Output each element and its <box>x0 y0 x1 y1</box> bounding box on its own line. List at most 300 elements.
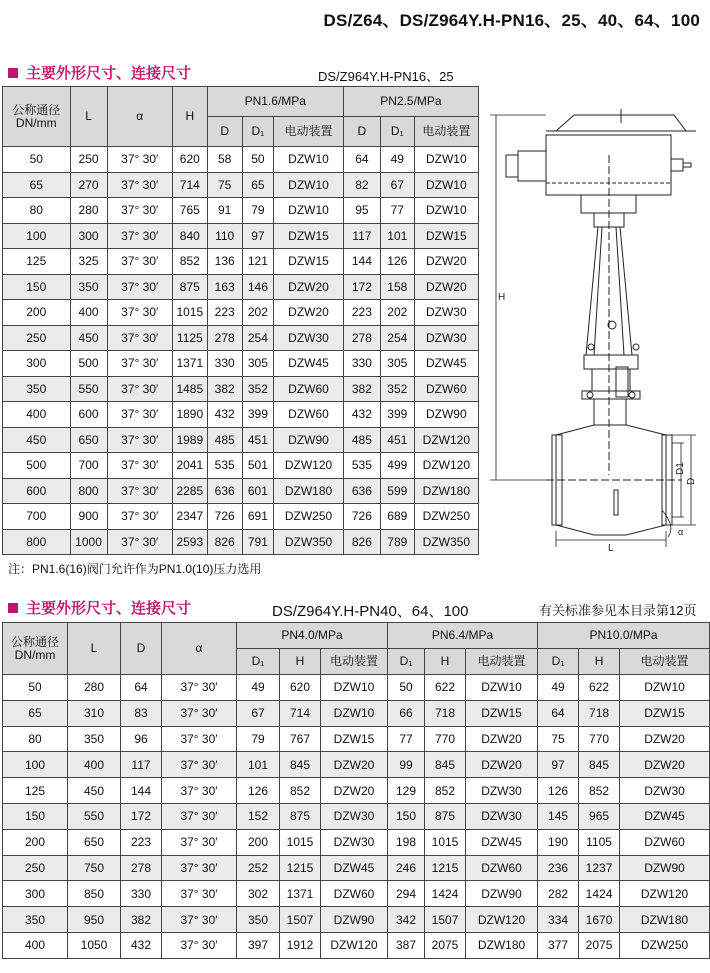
table-cell: 382 <box>121 907 162 933</box>
table-cell: 37° 30′ <box>107 504 172 530</box>
table-row <box>3 675 710 701</box>
table-cell: DZW120 <box>274 453 344 479</box>
table-cell: 99 <box>388 752 425 778</box>
table-cell: 2347 <box>172 504 207 530</box>
table-cell: DZW10 <box>274 172 344 198</box>
table-cell: 767 <box>280 726 321 752</box>
table-cell: DZW30 <box>321 829 388 855</box>
table-cell: 126 <box>538 778 579 804</box>
table-cell: 397 <box>237 932 280 958</box>
table-cell: 305 <box>242 351 274 377</box>
section-marker <box>8 603 18 613</box>
table-cell: 82 <box>343 172 380 198</box>
table-cell: 83 <box>121 700 162 726</box>
table-cell: 97 <box>538 752 579 778</box>
col-alpha: α <box>162 623 237 675</box>
table-cell: 791 <box>242 529 274 555</box>
section2-heading <box>8 597 191 618</box>
table-cell: DZW20 <box>274 300 344 326</box>
table-cell: DZW90 <box>321 907 388 933</box>
col-d1: D₁ <box>538 649 579 675</box>
col-l: L <box>68 623 121 675</box>
table-cell: 37° 30′ <box>107 198 172 224</box>
table-cell: 37° 30′ <box>107 402 172 428</box>
table-cell: 250 <box>70 147 107 173</box>
table-cell: 305 <box>380 351 414 377</box>
table-cell: 37° 30′ <box>107 427 172 453</box>
table-row <box>3 829 710 855</box>
table-cell: DZW30 <box>466 803 538 829</box>
col-group-pn16: PN1.6/MPa <box>207 87 343 117</box>
table-cell: 726 <box>343 504 380 530</box>
table-cell: 1215 <box>425 855 466 881</box>
table-cell: DZW250 <box>414 504 478 530</box>
dimension-lines <box>490 115 696 547</box>
table-cell: 50 <box>242 147 274 173</box>
table-cell: DZW20 <box>274 274 344 300</box>
table-cell: 636 <box>343 478 380 504</box>
table-cell: 1050 <box>68 932 121 958</box>
table-cell: DZW10 <box>321 700 388 726</box>
table-cell: 620 <box>172 147 207 173</box>
table-row <box>3 351 479 377</box>
table-cell: 726 <box>207 504 242 530</box>
table-cell: DZW10 <box>466 675 538 701</box>
table-cell: DZW20 <box>466 726 538 752</box>
table-cell: 845 <box>280 752 321 778</box>
table-cell: 117 <box>343 223 380 249</box>
table-cell: 37° 30′ <box>107 300 172 326</box>
table-cell: 826 <box>343 529 380 555</box>
table-cell: DZW45 <box>321 855 388 881</box>
table-cell: 278 <box>207 325 242 351</box>
table-cell: 254 <box>380 325 414 351</box>
table-cell: DZW20 <box>414 249 478 275</box>
table-cell: DZW60 <box>620 829 710 855</box>
table-row <box>3 223 479 249</box>
page-title: DS/Z64、DS/Z964Y.H-PN16、25、40、64、100 <box>323 11 700 30</box>
col-d1: D₁ <box>388 649 425 675</box>
table-cell: 1371 <box>172 351 207 377</box>
table-cell: DZW250 <box>274 504 344 530</box>
table-cell: DZW15 <box>321 726 388 752</box>
table-cell: DZW250 <box>620 932 710 958</box>
table-cell: 718 <box>425 700 466 726</box>
table-cell: 2041 <box>172 453 207 479</box>
table-cell: 50 <box>3 675 68 701</box>
table-cell: 250 <box>3 855 68 881</box>
table-cell: 718 <box>579 700 620 726</box>
dim-label-h: H <box>498 292 506 303</box>
table-row <box>3 700 710 726</box>
table-cell: DZW90 <box>466 881 538 907</box>
table-cell: 80 <box>3 198 71 224</box>
table-cell: DZW120 <box>414 453 478 479</box>
table-cell: 77 <box>380 198 414 224</box>
table-cell: DZW15 <box>274 249 344 275</box>
table-row <box>3 855 710 881</box>
handwheel <box>546 109 696 131</box>
table-cell: 37° 30′ <box>107 478 172 504</box>
table-cell: 800 <box>3 529 71 555</box>
valve-body <box>546 399 682 535</box>
table-cell: DZW20 <box>620 752 710 778</box>
table-cell: 49 <box>237 675 280 701</box>
table-cell: 1507 <box>280 907 321 933</box>
col-group-pn100: PN10.0/MPa <box>538 623 710 649</box>
table-row <box>3 778 710 804</box>
table-cell: 387 <box>388 932 425 958</box>
table-cell: 310 <box>68 700 121 726</box>
table-cell: 852 <box>425 778 466 804</box>
col-d: D <box>207 117 242 147</box>
table-cell: 450 <box>68 778 121 804</box>
table-cell: 246 <box>388 855 425 881</box>
table-cell: 37° 30′ <box>162 932 237 958</box>
table-cell: 37° 30′ <box>162 855 237 881</box>
table-cell: 377 <box>538 932 579 958</box>
table-cell: 146 <box>242 274 274 300</box>
table-cell: 432 <box>207 402 242 428</box>
table-cell: DZW20 <box>414 274 478 300</box>
table-cell: 789 <box>380 529 414 555</box>
col-h: H <box>579 649 620 675</box>
col-h: H <box>172 87 207 147</box>
catalog-reference: 有关标准参见本目录第12页 <box>539 603 697 618</box>
col-h: H <box>425 649 466 675</box>
table-cell: 875 <box>280 803 321 829</box>
table-cell: DZW30 <box>466 778 538 804</box>
table-pn40-64-100 <box>2 622 710 959</box>
table-cell: 1670 <box>579 907 620 933</box>
table-cell: 254 <box>242 325 274 351</box>
table-cell: 144 <box>121 778 162 804</box>
table-cell: 67 <box>237 700 280 726</box>
table-cell: DZW15 <box>466 700 538 726</box>
table-cell: 400 <box>70 300 107 326</box>
table-cell: 650 <box>68 829 121 855</box>
table-cell: DZW45 <box>620 803 710 829</box>
table-cell: 80 <box>3 726 68 752</box>
table-cell: 550 <box>68 803 121 829</box>
section2-title: 主要外形尺寸、连接尺寸 <box>26 600 192 617</box>
table-cell: 280 <box>70 198 107 224</box>
table-row <box>3 427 479 453</box>
table-cell: 125 <box>3 249 71 275</box>
table-cell: 714 <box>280 700 321 726</box>
table-cell: 620 <box>280 675 321 701</box>
col-group-pn40: PN4.0/MPa <box>237 623 388 649</box>
table-cell: 352 <box>380 376 414 402</box>
table-cell: 77 <box>388 726 425 752</box>
table-row <box>3 932 710 958</box>
table-cell: 770 <box>579 726 620 752</box>
table-cell: DZW60 <box>414 376 478 402</box>
table-cell: 150 <box>388 803 425 829</box>
table-cell: 126 <box>380 249 414 275</box>
table-cell: 1125 <box>172 325 207 351</box>
table-cell: 75 <box>207 172 242 198</box>
table-row <box>3 402 479 428</box>
table-cell: 270 <box>70 172 107 198</box>
table-cell: 342 <box>388 907 425 933</box>
table-cell: 350 <box>68 726 121 752</box>
section2-subtitle: DS/Z964Y.H-PN40、64、100 <box>272 603 469 620</box>
table-cell: 37° 30′ <box>107 351 172 377</box>
table-cell: DZW15 <box>414 223 478 249</box>
col-d1: D₁ <box>242 117 274 147</box>
table-cell: 840 <box>172 223 207 249</box>
col-d: D <box>343 117 380 147</box>
table-cell: 1485 <box>172 376 207 402</box>
table-cell: 144 <box>343 249 380 275</box>
table-cell: 622 <box>579 675 620 701</box>
table-cell: 236 <box>538 855 579 881</box>
table-row <box>3 881 710 907</box>
table-cell: 110 <box>207 223 242 249</box>
table-cell: DZW20 <box>321 778 388 804</box>
table-cell: DZW60 <box>274 376 344 402</box>
table-cell: DZW10 <box>414 198 478 224</box>
table-cell: 37° 30′ <box>162 700 237 726</box>
col-dn: 公称通径 DN/mm <box>3 623 68 675</box>
table-cell: 37° 30′ <box>107 453 172 479</box>
table-cell: 278 <box>121 855 162 881</box>
table-row <box>3 803 710 829</box>
table-cell: 129 <box>388 778 425 804</box>
table-cell: 75 <box>538 726 579 752</box>
table-row <box>3 726 710 752</box>
table-cell: 58 <box>207 147 242 173</box>
table-cell: DZW10 <box>414 172 478 198</box>
table-cell: 1424 <box>579 881 620 907</box>
table-cell: DZW30 <box>414 325 478 351</box>
table-cell: DZW90 <box>620 855 710 881</box>
table-row <box>3 478 479 504</box>
table-cell: DZW45 <box>466 829 538 855</box>
table-cell: 1105 <box>579 829 620 855</box>
table-cell: 1371 <box>280 881 321 907</box>
table-row <box>3 274 479 300</box>
col-d: D <box>121 623 162 675</box>
table-cell: DZW180 <box>466 932 538 958</box>
table-row <box>3 529 479 555</box>
table-cell: 550 <box>70 376 107 402</box>
yoke <box>586 213 639 355</box>
table-cell: 125 <box>3 778 68 804</box>
section1-title: 主要外形尺寸、连接尺寸 <box>26 65 192 82</box>
table-cell: 202 <box>380 300 414 326</box>
table-cell: 485 <box>343 427 380 453</box>
table-cell: 65 <box>242 172 274 198</box>
table-row <box>3 907 710 933</box>
table-cell: 700 <box>70 453 107 479</box>
table-cell: 79 <box>237 726 280 752</box>
table-cell: 97 <box>242 223 274 249</box>
table-cell: DZW15 <box>620 700 710 726</box>
table-cell: 50 <box>388 675 425 701</box>
table-cell: 117 <box>121 752 162 778</box>
table-cell: 650 <box>70 427 107 453</box>
table-cell: 37° 30′ <box>162 675 237 701</box>
table-cell: 1015 <box>280 829 321 855</box>
table-cell: 400 <box>68 752 121 778</box>
table-cell: 37° 30′ <box>107 325 172 351</box>
table-cell: 223 <box>207 300 242 326</box>
table-row <box>3 453 479 479</box>
table-cell: 65 <box>3 700 68 726</box>
table-cell: 37° 30′ <box>162 907 237 933</box>
table-cell: 100 <box>3 752 68 778</box>
table-cell: DZW45 <box>414 351 478 377</box>
table-cell: DZW90 <box>414 402 478 428</box>
table-cell: 150 <box>3 803 68 829</box>
table-cell: 282 <box>538 881 579 907</box>
table-cell: 223 <box>343 300 380 326</box>
table-cell: DZW10 <box>414 147 478 173</box>
table-cell: 350 <box>237 907 280 933</box>
table-cell: 37° 30′ <box>107 172 172 198</box>
table-cell: 501 <box>242 453 274 479</box>
table-cell: 37° 30′ <box>162 726 237 752</box>
table-cell: 845 <box>425 752 466 778</box>
table-cell: 2075 <box>579 932 620 958</box>
table-cell: 1989 <box>172 427 207 453</box>
table-cell: 765 <box>172 198 207 224</box>
table-cell: DZW180 <box>620 907 710 933</box>
table-cell: 190 <box>538 829 579 855</box>
valve-diagram <box>486 95 708 555</box>
table-cell: 91 <box>207 198 242 224</box>
table-cell: 800 <box>70 478 107 504</box>
table-cell: DZW10 <box>274 198 344 224</box>
table-cell: 136 <box>207 249 242 275</box>
table-cell: 202 <box>242 300 274 326</box>
table-cell: DZW350 <box>414 529 478 555</box>
table-cell: 900 <box>70 504 107 530</box>
table-row <box>3 504 479 530</box>
table-cell: 622 <box>425 675 466 701</box>
table-cell: DZW30 <box>274 325 344 351</box>
table-cell: 450 <box>3 427 71 453</box>
table-cell: 330 <box>121 881 162 907</box>
col-d1: D₁ <box>237 649 280 675</box>
table-cell: 278 <box>343 325 380 351</box>
table-cell: 325 <box>70 249 107 275</box>
table-cell: 64 <box>121 675 162 701</box>
dim-label-alpha: α <box>678 527 684 537</box>
table-cell: 163 <box>207 274 242 300</box>
table-cell: 636 <box>207 478 242 504</box>
table-cell: DZW120 <box>620 881 710 907</box>
table-cell: 37° 30′ <box>162 829 237 855</box>
table-row <box>3 752 710 778</box>
table-cell: 535 <box>343 453 380 479</box>
table-cell: 352 <box>242 376 274 402</box>
table-cell: DZW60 <box>321 881 388 907</box>
table-cell: 601 <box>242 478 274 504</box>
table-cell: 334 <box>538 907 579 933</box>
col-d1: D₁ <box>380 117 414 147</box>
table-cell: DZW120 <box>321 932 388 958</box>
section1-heading <box>8 62 191 83</box>
table-cell: 37° 30′ <box>107 274 172 300</box>
table-cell: 700 <box>3 504 71 530</box>
table-cell: 200 <box>237 829 280 855</box>
table-cell: 382 <box>343 376 380 402</box>
table-cell: 600 <box>70 402 107 428</box>
table-cell: 950 <box>68 907 121 933</box>
table-row <box>3 300 479 326</box>
table-cell: 1000 <box>70 529 107 555</box>
table-cell: 67 <box>380 172 414 198</box>
table-cell: 691 <box>242 504 274 530</box>
table-cell: DZW10 <box>321 675 388 701</box>
table-cell: 689 <box>380 504 414 530</box>
table-cell: 37° 30′ <box>107 529 172 555</box>
table-cell: 200 <box>3 300 71 326</box>
table-cell: 850 <box>68 881 121 907</box>
table-cell: DZW20 <box>321 752 388 778</box>
table-cell: 150 <box>3 274 71 300</box>
table-cell: 64 <box>538 700 579 726</box>
dim-label-d1: D1 <box>675 462 686 475</box>
table-cell: 1890 <box>172 402 207 428</box>
table-cell: 1015 <box>425 829 466 855</box>
table-cell: 875 <box>425 803 466 829</box>
table-cell: 145 <box>538 803 579 829</box>
table-cell: 200 <box>3 829 68 855</box>
table-cell: 432 <box>343 402 380 428</box>
table-cell: 1424 <box>425 881 466 907</box>
table-row <box>3 172 479 198</box>
table-cell: 826 <box>207 529 242 555</box>
table-note: 注：PN1.6(16)阀门允许作为PN1.0(10)压力选用 <box>8 562 262 576</box>
table-cell: 65 <box>3 172 71 198</box>
table-cell: 64 <box>343 147 380 173</box>
table-cell: 350 <box>70 274 107 300</box>
table-cell: 875 <box>172 274 207 300</box>
col-group-pn64: PN6.4/MPa <box>388 623 538 649</box>
table-cell: 1912 <box>280 932 321 958</box>
table-cell: 172 <box>343 274 380 300</box>
table-cell: 37° 30′ <box>107 249 172 275</box>
table-cell: 750 <box>68 855 121 881</box>
dim-label-d: D <box>686 477 697 485</box>
table-cell: DZW10 <box>620 675 710 701</box>
table-cell: 172 <box>121 803 162 829</box>
table-cell: DZW60 <box>466 855 538 881</box>
table-cell: 2075 <box>425 932 466 958</box>
section1-subtitle: DS/Z964Y.H-PN16、25 <box>318 69 454 84</box>
table-row <box>3 376 479 402</box>
table-cell: 223 <box>121 829 162 855</box>
dim-label-l: L <box>608 543 614 554</box>
table-cell: 432 <box>121 932 162 958</box>
table-cell: 50 <box>3 147 71 173</box>
table-cell: DZW30 <box>414 300 478 326</box>
table-cell: DZW30 <box>321 803 388 829</box>
table-cell: 37° 30′ <box>162 881 237 907</box>
table-cell: 49 <box>538 675 579 701</box>
col-dn: 公称通径 DN/mm <box>3 87 71 147</box>
table-cell: 79 <box>242 198 274 224</box>
table-cell: 152 <box>237 803 280 829</box>
table-cell: 450 <box>70 325 107 351</box>
table-cell: DZW90 <box>274 427 344 453</box>
table-cell: 37° 30′ <box>162 752 237 778</box>
table-cell: 250 <box>3 325 71 351</box>
